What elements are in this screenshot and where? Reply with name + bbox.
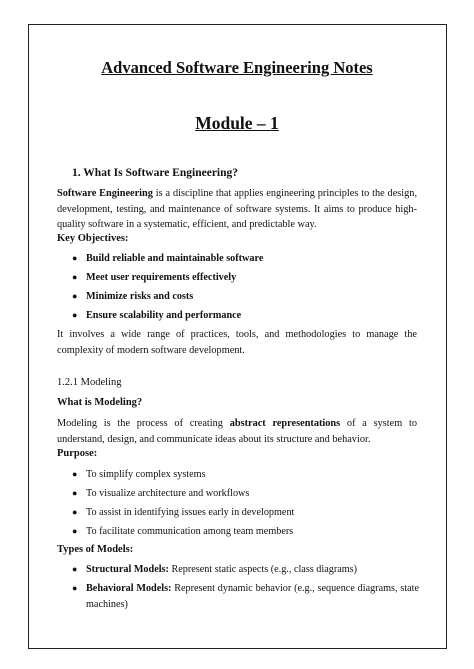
bullet-icon: ● [72, 507, 78, 517]
bullet-icon: ● [72, 526, 78, 536]
bullet-icon: ● [72, 253, 78, 263]
bullet-icon: ● [72, 469, 78, 479]
section-heading-software-engineering: 1. What Is Software Engineering? [72, 167, 239, 179]
key-objectives-label: Key Objectives: [57, 233, 129, 244]
bullet-icon: ● [72, 310, 78, 320]
bullet-icon: ● [72, 272, 78, 282]
bullet-icon: ● [72, 564, 78, 574]
module-heading: Module – 1 [195, 113, 279, 133]
types-label: Types of Models: [57, 544, 134, 555]
modeling-definition: Modeling is the process of creating abstract representations of a system to understand, design, and communicate ideas about its structure and behavior. [57, 418, 417, 445]
bullet-icon: ● [72, 488, 78, 498]
intro-paragraph [57, 186, 417, 233]
modeling-bold-term: abstract representations [229, 418, 341, 429]
closing-paragraph: It involves a wide range of practices, tools, and methodologies to manage the complexity of modern software development. [57, 329, 417, 356]
document-title: Advanced Software Engineering Notes [101, 58, 373, 77]
bullet-icon: ● [72, 583, 78, 593]
intro-text: is a discipline that applies engineering principles to the design, development, testing, and maintenance of software systems. It aims to produce high-quality software in a systematic, efficient, and predictable way. [57, 188, 418, 230]
bullet-icon: ● [72, 291, 78, 301]
section-heading-modeling: 1.2.1 Modeling [57, 377, 122, 388]
modeling-question: What is Modeling? [57, 397, 143, 408]
intro-bold-term: Software Engineering [57, 188, 153, 199]
purpose-label: Purpose: [57, 448, 98, 459]
